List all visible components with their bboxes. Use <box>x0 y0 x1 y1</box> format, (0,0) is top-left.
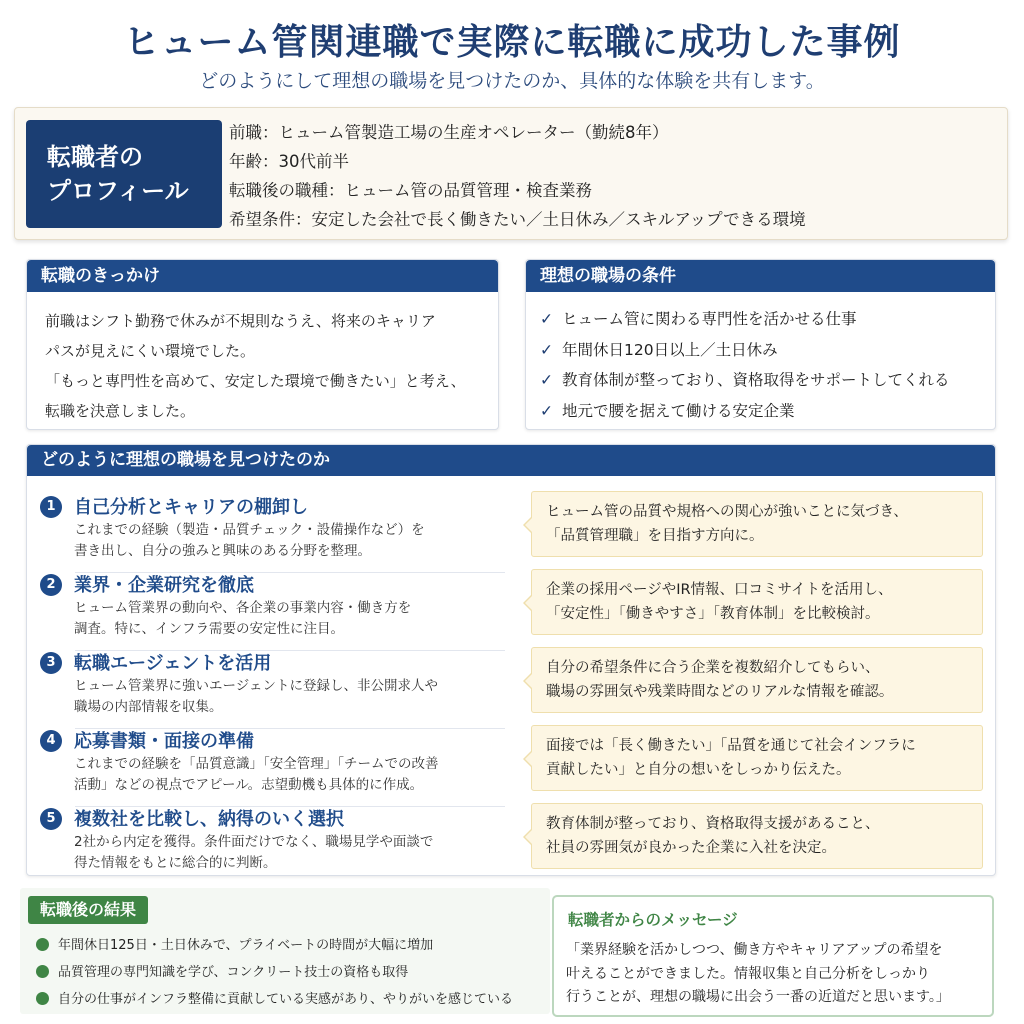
step-description-line: 調査。特に、インフラ需要の安定性に注目。 <box>74 621 344 637</box>
bullet-dot-icon <box>36 992 49 1005</box>
conditions-list <box>526 292 995 426</box>
result-item <box>36 986 513 1013</box>
step-note-line: ヒューム管の品質や規格への関心が強いことに気づき、 <box>546 504 908 520</box>
page-title: ヒューム管関連職で実際に転職に成功した事例 <box>123 22 901 63</box>
step-number-badge: 1 <box>40 496 62 518</box>
reason-line: 「もっと専門性を高めて、安定した環境で働きたい」と考え、 <box>45 372 466 390</box>
condition-label: 地元で腰を据えて働ける安定企業 <box>562 401 795 420</box>
conditions-card <box>525 259 996 430</box>
step-description-line: これまでの経験を「品質意識」「安全管理」「チームでの改善 <box>74 756 439 772</box>
reason-line: 転職を決意しました。 <box>45 402 196 420</box>
message-line: 行うことが、理想の職場に出会う一番の近道だと思います。」 <box>566 989 950 1005</box>
step-description <box>74 598 411 640</box>
profile-badge-line: プロフィール <box>47 177 189 205</box>
result-item <box>36 959 513 986</box>
step-note-line: 「品質管理職」を目指す方向に。 <box>546 528 764 544</box>
reason-card <box>26 259 499 430</box>
condition-item <box>540 365 995 396</box>
step-note-line: 面接では「長く働きたい」「品質を通じて社会インフラに <box>546 738 916 754</box>
step-note-line: 自分の希望条件に合う企業を複数紹介してもらい、 <box>546 660 880 676</box>
step-description-line: ヒューム管業界に強いエージェントに登録し、非公開求人や <box>74 678 438 694</box>
profile-previous-job: 前職：ヒューム管製造工場の生産オペレーター（勤続8年） <box>229 123 669 142</box>
condition-item <box>540 396 995 427</box>
profile-new-job: 転職後の職種：ヒューム管の品質管理・検査業務 <box>229 181 592 200</box>
results-list <box>36 932 513 1013</box>
step-title: 業界・企業研究を徹底 <box>74 575 254 596</box>
step-description-line: ヒューム管業界の動向や、各企業の事業内容・働き方を <box>74 600 412 616</box>
step-description <box>74 676 438 718</box>
process-step <box>27 729 995 807</box>
condition-label: 年間休日120日以上／土日休み <box>562 340 778 359</box>
check-icon: ✓ <box>540 371 553 389</box>
step-note-callout <box>531 803 983 869</box>
message-heading: 転職者からのメッセージ <box>568 911 738 929</box>
check-icon: ✓ <box>540 310 553 328</box>
step-number-badge: 4 <box>40 730 62 752</box>
step-title: 転職エージェントを活用 <box>74 653 272 674</box>
process-step <box>27 573 995 651</box>
check-icon: ✓ <box>540 401 553 420</box>
step-number-badge: 2 <box>40 574 62 596</box>
condition-item <box>540 304 995 335</box>
profile-badge <box>26 120 222 228</box>
process-step <box>27 807 995 885</box>
profile-details <box>229 118 806 234</box>
step-note-line: 企業の採用ページやIR情報、口コミサイトを活用し、 <box>546 582 893 598</box>
result-label: 品質管理の専門知識を学び、コンクリート技士の資格も取得 <box>58 965 409 980</box>
result-item <box>36 932 513 959</box>
reason-line: パスが見えにくい環境でした。 <box>45 342 256 360</box>
reason-text <box>27 292 498 426</box>
reason-heading: 転職のきっかけ <box>27 260 498 292</box>
results-heading: 転職後の結果 <box>28 896 148 924</box>
step-title: 複数社を比較し、納得のいく選択 <box>74 809 344 830</box>
step-note-line: 「安定性」「働きやすさ」「教育体制」を比較検討。 <box>546 606 880 622</box>
step-note-callout <box>531 725 983 791</box>
condition-label: 教育体制が整っており、資格取得をサポートしてくれる <box>562 371 950 389</box>
process-step <box>27 495 995 573</box>
step-note-line: 教育体制が整っており、資格取得支援があること、 <box>546 816 880 832</box>
step-description-line: 書き出し、自分の強みと興味のある分野を整理。 <box>74 543 371 559</box>
profile-panel <box>14 107 1008 240</box>
condition-label: ヒューム管に関わる専門性を活かせる仕事 <box>562 310 857 328</box>
page-subtitle: どのようにして理想の職場を見つけたのか、具体的な体験を共有します。 <box>199 70 825 92</box>
step-number-badge: 3 <box>40 652 62 674</box>
process-card <box>26 444 996 876</box>
step-description <box>74 832 433 874</box>
step-note-callout <box>531 647 983 713</box>
check-icon: ✓ <box>540 340 553 359</box>
step-description <box>74 520 425 562</box>
profile-conditions: 希望条件：安定した会社で長く働きたい／土日休み／スキルアップできる環境 <box>229 210 806 229</box>
step-note-line: 貢献したい」と自分の想いをしっかり伝えた。 <box>546 762 851 778</box>
step-description-line: 得た情報をもとに総合的に判断。 <box>74 855 277 871</box>
step-note-line: 社員の雰囲気が良かった企業に入社を決定。 <box>546 840 836 856</box>
step-title: 応募書類・面接の準備 <box>74 731 254 752</box>
bullet-dot-icon <box>36 965 49 978</box>
message-panel <box>552 895 994 1017</box>
results-panel <box>20 888 550 1014</box>
step-description-line: これまでの経験（製造・品質チェック・設備操作など）を <box>74 522 425 538</box>
reason-line: 前職はシフト勤務で休みが不規則なうえ、将来のキャリア <box>45 312 436 330</box>
message-line: 叶えることができました。情報収集と自己分析をしっかり <box>566 965 930 982</box>
profile-age: 年齢：30代前半 <box>229 152 349 171</box>
process-heading: どのように理想の職場を見つけたのか <box>27 445 995 476</box>
message-body <box>566 939 950 1010</box>
result-label: 年間休日125日・土日休みで、プライベートの時間が大幅に増加 <box>58 938 434 953</box>
step-description-line: 活動」などの視点でアピール。志望動機も具体的に作成。 <box>74 777 424 793</box>
conditions-heading: 理想の職場の条件 <box>526 260 995 292</box>
result-label: 自分の仕事がインフラ整備に貢献している実感があり、やりがいを感じている <box>58 992 514 1007</box>
step-description-line: 職場の内部情報を収集。 <box>74 699 223 715</box>
step-note-line: 職場の雰囲気や残業時間などのリアルな情報を確認。 <box>546 684 894 700</box>
condition-item <box>540 335 995 366</box>
process-step <box>27 651 995 729</box>
step-note-callout <box>531 491 983 557</box>
step-note-callout <box>531 569 983 635</box>
step-number-badge: 5 <box>40 808 62 830</box>
step-description <box>74 754 439 796</box>
profile-badge-line: 転職者の <box>47 143 143 171</box>
message-line: 「業界経験を活かしつつ、働き方やキャリアアップの希望を <box>566 942 943 958</box>
step-title: 自己分析とキャリアの棚卸し <box>74 497 308 518</box>
bullet-dot-icon <box>36 938 49 951</box>
step-description-line: 2社から内定を獲得。条件面だけでなく、職場見学や面談で <box>74 834 434 850</box>
